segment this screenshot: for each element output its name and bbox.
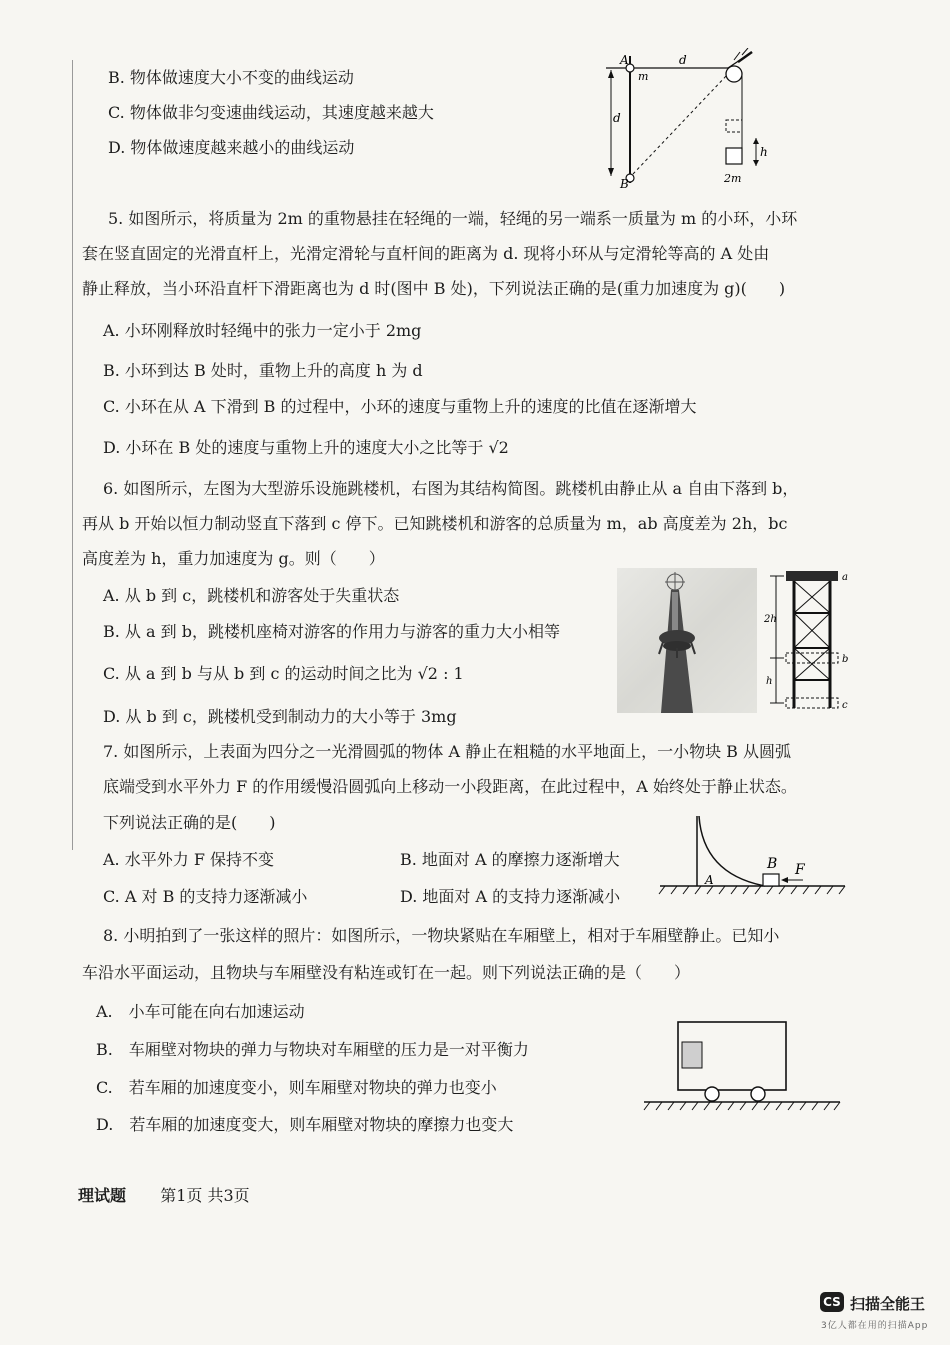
- q7-arc-figure: [655, 812, 855, 904]
- q7-stem-line1: 7. 如图所示，上表面为四分之一光滑圆弧的物体 A 静止在粗糙的水平地面上，一小物块 B 从圆弧: [103, 742, 792, 761]
- q7-option-a: A. 水平外力 F 保持不变: [103, 850, 275, 869]
- q5-option-c: C. 小环在从 A 下滑到 B 的过程中，小环的速度与重物上升的速度的比值在逐渐增大: [103, 397, 697, 416]
- camscanner-name: 扫描全能王: [850, 1295, 926, 1313]
- q4-option-b: B. 物体做速度大小不变的曲线运动: [108, 68, 354, 87]
- fig5-label-mass: 2m: [724, 172, 742, 185]
- q8-stem-line1: 8. 小明拍到了一张这样的照片：如图所示，一物块紧贴在车厢壁上，相对于车厢壁静止。已知小: [103, 926, 780, 945]
- q7-option-b: B. 地面对 A 的摩擦力逐渐增大: [400, 850, 620, 869]
- fig7-label-B: B: [767, 856, 778, 872]
- fig6-label-b: b: [842, 654, 849, 665]
- q7-stem-line3: 下列说法正确的是( ): [103, 813, 276, 832]
- fig7-label-A: A: [705, 873, 714, 887]
- fig5-label-A: A: [620, 53, 629, 67]
- q6-stem-line2: 再从 b 开始以恒力制动竖直下落到 c 停下。已知跳楼机和游客的总质量为 m，ab 高度差为 2h，bc: [82, 514, 788, 533]
- q8-stem-line2: 车沿水平面运动，且物块与车厢壁没有粘连或钉在一起。则下列说法正确的是（ ）: [82, 963, 691, 982]
- footer-subject: 理试题: [78, 1186, 127, 1205]
- q7-option-d: D. 地面对 A 的支持力逐渐减小: [400, 887, 621, 906]
- q6-option-b: B. 从 a 到 b，跳楼机座椅对游客的作用力与游客的重力大小相等: [103, 622, 560, 641]
- q6-option-d: D. 从 b 到 c，跳楼机受到制动力的大小等于 3mg: [103, 707, 457, 726]
- margin-rule: [72, 60, 73, 850]
- q6-option-c: C. 从 a 到 b 与从 b 到 c 的运动时间之比为 √2 : 1: [103, 664, 464, 683]
- fig5-label-B: B: [620, 177, 629, 191]
- q5-option-a: A. 小环刚释放时轻绳中的张力一定小于 2mg: [103, 321, 422, 340]
- page-footer: [78, 1183, 250, 1206]
- q8-cart-figure: [640, 1018, 845, 1113]
- q6-structure-figure: [762, 568, 862, 716]
- q7-option-c: C. A 对 B 的支持力逐渐减小: [103, 887, 308, 906]
- q5-option-d: D. 小环在 B 处的速度与重物上升的速度大小之比等于 √2: [103, 438, 509, 457]
- q5-option-b: B. 小环到达 B 处时，重物上升的高度 h 为 d: [103, 361, 423, 380]
- drop-tower-photo: [617, 568, 757, 713]
- fig6-label-2h: 2h: [764, 614, 777, 625]
- footer-page-number: 第1页 共3页: [160, 1186, 250, 1205]
- q5-stem-line3: 静止释放，当小环沿直杆下滑距离也为 d 时(图中 B 处)，下列说法正确的是(重力加速度为 g)( ): [82, 279, 786, 298]
- fig6-label-c: c: [842, 700, 848, 711]
- q7-stem-line2: 底端受到水平外力 F 的作用缓慢沿圆弧向上移动一小段距离，在此过程中，A 始终处于静止状态。: [103, 777, 797, 796]
- q8-option-a: A. 小车可能在向右加速运动: [96, 1002, 305, 1021]
- q5-stem-line1: 5. 如图所示，将质量为 2m 的重物悬挂在轻绳的一端，轻绳的另一端系一质量为 m 的小环，小环: [108, 209, 798, 228]
- q6-stem-line3: 高度差为 h，重力加速度为 g。则（ ）: [82, 549, 385, 568]
- fig6-label-h: h: [766, 676, 773, 687]
- q5-pulley-figure: [596, 48, 776, 193]
- fig5-label-d-top: d: [679, 53, 687, 67]
- q8-option-d: D. 若车厢的加速度变大，则车厢壁对物块的摩擦力也变大: [96, 1115, 514, 1134]
- q4-option-c: C. 物体做非匀变速曲线运动，其速度越来越大: [108, 103, 434, 122]
- q5-stem-line2: 套在竖直固定的光滑直杆上，光滑定滑轮与直杆间的距离为 d. 现将小环从与定滑轮等高的 A 处由: [82, 244, 770, 263]
- fig5-label-m: m: [638, 70, 649, 83]
- q8-option-b: B. 车厢壁对物块的弹力与物块对车厢壁的压力是一对平衡力: [96, 1040, 529, 1059]
- fig5-label-d-left: d: [613, 111, 621, 125]
- camscanner-logo-icon: CS: [820, 1292, 844, 1312]
- q6-option-a: A. 从 b 到 c，跳楼机和游客处于失重状态: [103, 586, 400, 605]
- fig6-label-a: a: [842, 572, 848, 583]
- camscanner-tagline: 3亿人都在用的扫描App: [821, 1321, 929, 1331]
- q8-option-c: C. 若车厢的加速度变小，则车厢壁对物块的弹力也变小: [96, 1078, 497, 1097]
- q4-option-d: D. 物体做速度越来越小的曲线运动: [108, 138, 355, 157]
- fig7-label-F: F: [795, 862, 805, 878]
- q6-stem-line1: 6. 如图所示，左图为大型游乐设施跳楼机，右图为其结构简图。跳楼机由静止从 a 自由下落到 b，: [103, 479, 799, 498]
- fig5-label-h: h: [760, 145, 768, 159]
